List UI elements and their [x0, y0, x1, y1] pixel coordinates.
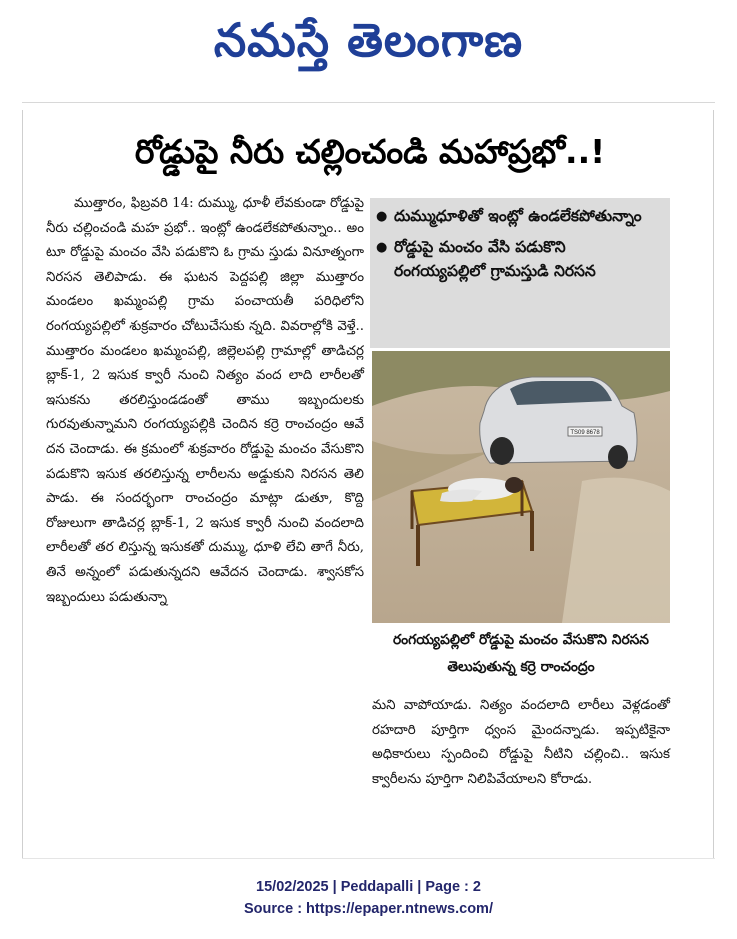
header-divider: [22, 102, 715, 103]
article-body-paragraph: మని వాపోయాడు. నిత్యం వందలాది లారీలు వెళ్లడంతో రహదారి పూర్తిగా ధ్వంస మైందన్నాడు. ఇప్పటికైనా అధికారులు స్పందించి రోడ్డుపై నీటిని చల్లించి.. ఇసుక క్వారీలను పూర్తిగా నిలిపివేయాలని కోరాడు.: [372, 698, 670, 787]
clipping-right-border: [713, 110, 714, 858]
article-body-left-column: [46, 192, 364, 610]
edition-info: 15/02/2025 | Peddapalli | Page : 2: [256, 879, 481, 895]
protest-photo-illustration: [372, 351, 670, 623]
article-photo: [372, 351, 670, 623]
highlight-text: దుమ్ముధూళితో ఇంట్లో ఉండలేకపోతున్నాం: [394, 207, 642, 225]
source-link[interactable]: Source : https://epaper.ntnews.com/: [244, 901, 493, 917]
highlight-item: [370, 229, 670, 283]
article-headline: రోడ్డుపై నీరు చల్లించండి మహాప్రభో..!: [134, 132, 606, 171]
highlight-item: [370, 198, 670, 229]
parked-car: [480, 377, 637, 469]
article-body-right-column: [372, 694, 670, 792]
footer-divider: [22, 858, 715, 859]
car-number-plate: TS09 8678: [570, 430, 600, 436]
bullet-icon: ●: [376, 209, 388, 224]
article-body-paragraph: ముత్తారం, ఫిబ్రవరి 14: దుమ్ము, ధూళీ లేవకుండా రోడ్డుపై నీరు చల్లించండి మహ ప్రభో.. ఇంట్లో ఉండలేకపోతున్నాం.. అం టూ రోడ్డుపై మంచం వేసి పడుకొని ఓ గ్రామ స్తుడు వినూత్నంగా నిరసన తెలిపాడు. ఈ ఘటన పెద్దపల్లి జిల్లా ముత్తారం మండలం ఖమ్మంపల్లి గ్రామ పంచాయతీ పరిధిలోని రంగయ్యపల్లిలో శుక్రవారం చోటుచేసుకు న్నది. వివరాల్లోకి వెళ్తే.. ముత్తారం మండలం ఖమ్మంపల్లి, జిల్లెలపల్లి గ్రామాల్లో తాడిచర్ల బ్లాక్-1, 2 ఇసుక క్వారీ నుంచి నిత్యం వంద లాది లారీలతో ఇసుకను తరలిస్తుండడంతో తాము ఇబ్బందులకు గురవుతున్నామని రంగయ్యపల్లికి చెందిన కర్రె రాంచంద్రం ఆవే దన చెందాడు. ఈ క్రమంలో శుక్రవారం రోడ్డుపై మంచం వేసుకొని పడుకొని ఇసుక తరలిస్తున్న లారీలను అడ్డుకుని నిరసన తెలి పాడు. ఈ సందర్భంగా రాంచంద్రం మాట్లా డుతూ, కొద్ది రోజులుగా తాడిచర్ల బ్లాక్-1, 2 ఇసుక క్వారీ నుంచి వందలాది లారీలతో తర లిస్తున్న ఇసుకతో దుమ్ము, ధూళి లేచి తాగే నీరు, తినే అన్నంలో పడుతున్నదని ఆవేదన చెందాడు. శ్వాసకోస ఇబ్బందులు పడుతున్నా: [46, 196, 364, 605]
newspaper-logo: నమస్తే తెలంగాణ: [213, 13, 524, 67]
page-footer: [0, 876, 737, 920]
highlight-text: రోడ్డుపై మంచం వేసి పడుకొని రంగయ్యపల్లిలో గ్రామస్తుడి నిరసన: [394, 238, 596, 280]
masthead: [0, 0, 737, 92]
clipping-left-border: [22, 110, 23, 858]
bullet-icon: ●: [376, 240, 388, 255]
photo-caption: రంగయ్యపల్లిలో రోడ్డుపై మంచం వేసుకొని నిరసన తెలుపుతున్న కర్రె రాంచంద్రం: [392, 632, 649, 675]
highlights-box: [370, 198, 670, 348]
